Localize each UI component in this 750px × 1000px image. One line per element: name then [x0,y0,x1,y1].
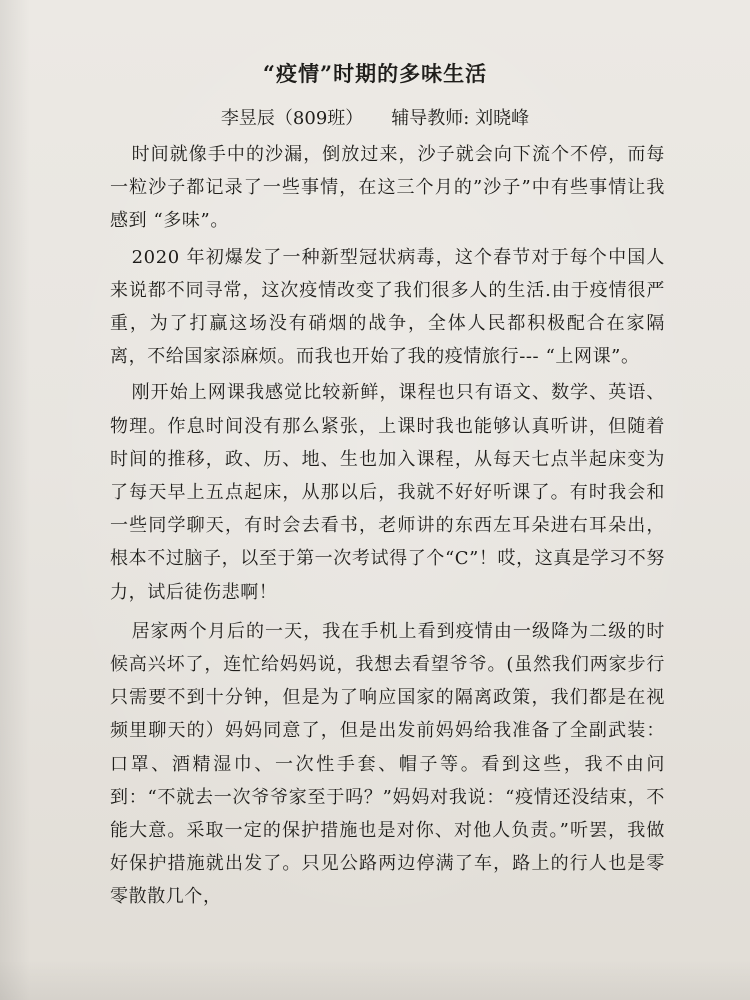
page-shadow-bottom [0,960,750,1000]
paragraph-2: 2020 年初爆发了一种新型冠状病毒，这个春节对于每个中国人来说都不同寻常，这次疫情改变了我们很多人的生活.由于疫情很严重，为了打赢这场没有硝烟的战争，全体人民都积极配合在家隔离，不给国家添麻烦。而我也开始了我的疫情旅行--- “上网课”。 [110,246,665,368]
essay-title: “疫情”时期的多味生活 [262,61,488,86]
paragraph-3: 刚开始上网课我感觉比较新鲜，课程也只有语文、数学、英语、物理。作息时间没有那么紧张，上课时我也能够认真听讲，但随着时间的推移，政、历、地、生也加入课程，从每天七点半起床变为了每天早上五点起床，从那以后，我就不好好听课了。有时我会和一些同学聊天，有时会去看书，老师讲的东西左耳朵进右耳朵出，根本不过脑子，以至于第一次考试得了个“C”！哎，这真是学习不努力，试后徒伤悲啊！ [110,382,665,603]
essay-body [110,138,665,915]
teacher-name: 辅导教师: 刘晓峰 [391,108,530,129]
byline [0,104,750,130]
author-name: 李昱辰（809班） [220,108,364,129]
paragraph-4: 居家两个月后的一天，我在手机上看到疫情由一级降为二级的时候高兴坏了，连忙给妈妈说，我想去看望爷爷。(虽然我们两家步行只需要不到十分钟，但是为了响应国家的隔离政策，我们都是在视频里聊天的）妈妈同意了，但是出发前妈妈给我准备了全副武装：口罩、酒精湿巾、一次性手套、帽子等。看到这些，我不由问到：“不就去一次爷爷家至于吗？”妈妈对我说：“疫情还没结束，不能大意。采取一定的保护措施也是对你、对他人负责。”听罢，我做好保护措施就出发了。只见公路两边停满了车，路上的行人也是零零散散几个， [110,620,666,908]
page-shadow-left [0,0,30,1000]
paragraph-1: 时间就像手中的沙漏，倒放过来，沙子就会向下流个不停，而每一粒沙子都记录了一些事情，在这三个月的”沙子”中有些事情让我感到 “多味”。 [110,144,665,232]
